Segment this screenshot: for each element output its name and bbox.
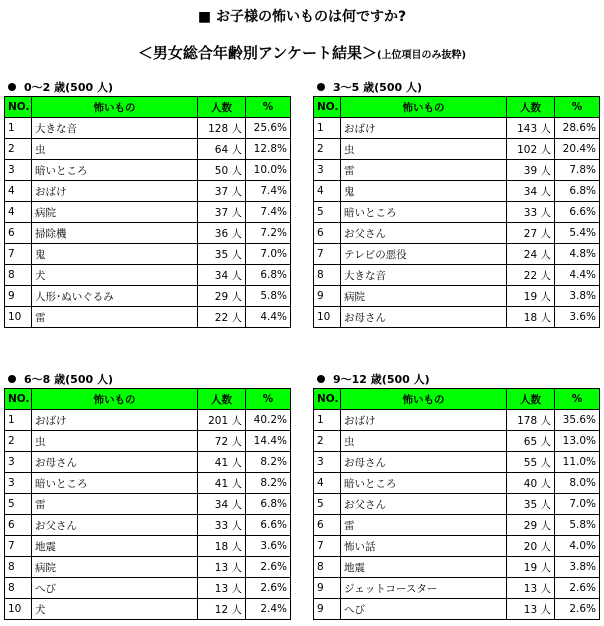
rank-cell: 7 xyxy=(5,244,32,265)
table-row xyxy=(314,265,600,286)
percent-cell: 3.8% xyxy=(555,557,600,578)
count-cell: 37 人 xyxy=(198,202,246,223)
percent-cell: 11.0% xyxy=(555,452,600,473)
count-cell: 22 人 xyxy=(507,265,555,286)
rank-cell: 2 xyxy=(314,139,341,160)
header-percent: % xyxy=(246,97,291,118)
item-cell: おばけ xyxy=(341,118,507,139)
table-header-row xyxy=(314,389,600,410)
percent-cell: 2.6% xyxy=(555,578,600,599)
group-label: 0～2 歳(500 人) xyxy=(24,81,113,94)
rank-cell: 4 xyxy=(5,202,32,223)
count-cell: 102 人 xyxy=(507,139,555,160)
item-cell: 人形･ぬいぐるみ xyxy=(32,286,198,307)
rank-cell: 9 xyxy=(314,286,341,307)
percent-cell: 3.8% xyxy=(555,286,600,307)
rank-cell: 3 xyxy=(5,452,32,473)
table-row xyxy=(5,557,291,578)
rank-cell: 7 xyxy=(314,244,341,265)
group-block xyxy=(4,79,290,328)
table-row xyxy=(314,202,600,223)
table-row xyxy=(314,139,600,160)
group-block xyxy=(313,79,599,328)
table-row xyxy=(5,494,291,515)
percent-cell: 7.8% xyxy=(555,160,600,181)
rank-cell: 10 xyxy=(314,307,341,328)
rank-cell: 3 xyxy=(5,473,32,494)
header-item: 怖いもの xyxy=(341,97,507,118)
percent-cell: 4.8% xyxy=(555,244,600,265)
item-cell: 怖い話 xyxy=(341,536,507,557)
percent-cell: 5.8% xyxy=(555,515,600,536)
table-row xyxy=(314,244,600,265)
group-heading xyxy=(4,79,290,96)
percent-cell: 28.6% xyxy=(555,118,600,139)
percent-cell: 4.4% xyxy=(555,265,600,286)
count-cell: 19 人 xyxy=(507,557,555,578)
group-label: 9～12 歳(500 人) xyxy=(333,373,430,386)
count-cell: 33 人 xyxy=(507,202,555,223)
header-count: 人数 xyxy=(198,97,246,118)
header-item: 怖いもの xyxy=(341,389,507,410)
count-cell: 20 人 xyxy=(507,536,555,557)
item-cell: おばけ xyxy=(32,181,198,202)
percent-cell: 7.0% xyxy=(246,244,291,265)
table-row xyxy=(5,578,291,599)
table-row xyxy=(314,431,600,452)
count-cell: 39 人 xyxy=(507,160,555,181)
table-row xyxy=(5,265,291,286)
bullet-icon xyxy=(317,83,325,91)
percent-cell: 7.4% xyxy=(246,202,291,223)
item-cell: お母さん xyxy=(341,452,507,473)
item-cell: 虫 xyxy=(32,431,198,452)
header-count: 人数 xyxy=(198,389,246,410)
item-cell: 掃除機 xyxy=(32,223,198,244)
group-label: 3～5 歳(500 人) xyxy=(333,81,422,94)
item-cell: お父さん xyxy=(341,494,507,515)
rank-cell: 6 xyxy=(5,515,32,536)
rank-cell: 10 xyxy=(5,307,32,328)
item-cell: 病院 xyxy=(32,202,198,223)
bullet-icon xyxy=(317,375,325,383)
table-row xyxy=(5,244,291,265)
item-cell: ジェットコースター xyxy=(341,578,507,599)
rank-cell: 4 xyxy=(314,473,341,494)
percent-cell: 40.2% xyxy=(246,410,291,431)
table-row xyxy=(314,223,600,244)
percent-cell: 7.0% xyxy=(555,494,600,515)
header-percent: % xyxy=(246,389,291,410)
group-label: 6～8 歳(500 人) xyxy=(24,373,113,386)
item-cell: おばけ xyxy=(32,410,198,431)
count-cell: 34 人 xyxy=(507,181,555,202)
count-cell: 36 人 xyxy=(198,223,246,244)
count-cell: 65 人 xyxy=(507,431,555,452)
item-cell: 大きな音 xyxy=(341,265,507,286)
group-heading xyxy=(313,79,599,96)
header-no: NO. xyxy=(314,389,341,410)
count-cell: 64 人 xyxy=(198,139,246,160)
table-row xyxy=(314,286,600,307)
count-cell: 13 人 xyxy=(198,557,246,578)
table-row xyxy=(314,160,600,181)
item-cell: 虫 xyxy=(341,139,507,160)
percent-cell: 3.6% xyxy=(246,536,291,557)
rank-cell: 9 xyxy=(314,599,341,620)
group-heading xyxy=(313,371,599,388)
table-row xyxy=(5,223,291,244)
table-header-row xyxy=(314,97,600,118)
header-no: NO. xyxy=(5,97,32,118)
header-percent: % xyxy=(555,97,600,118)
item-cell: 暗いところ xyxy=(341,473,507,494)
table-row xyxy=(5,181,291,202)
rank-cell: 7 xyxy=(314,536,341,557)
header-item: 怖いもの xyxy=(32,97,198,118)
count-cell: 40 人 xyxy=(507,473,555,494)
table-row xyxy=(314,181,600,202)
item-cell: お母さん xyxy=(32,452,198,473)
rank-cell: 6 xyxy=(5,223,32,244)
item-cell: へび xyxy=(32,578,198,599)
ranking-table xyxy=(313,388,600,620)
percent-cell: 13.0% xyxy=(555,431,600,452)
item-cell: 犬 xyxy=(32,599,198,620)
percent-cell: 5.8% xyxy=(246,286,291,307)
rank-cell: 5 xyxy=(314,202,341,223)
item-cell: 虫 xyxy=(32,139,198,160)
count-cell: 27 人 xyxy=(507,223,555,244)
rank-cell: 8 xyxy=(5,557,32,578)
percent-cell: 2.4% xyxy=(246,599,291,620)
percent-cell: 6.6% xyxy=(246,515,291,536)
count-cell: 13 人 xyxy=(198,578,246,599)
count-cell: 143 人 xyxy=(507,118,555,139)
rank-cell: 8 xyxy=(314,265,341,286)
item-cell: 地震 xyxy=(341,557,507,578)
header-percent: % xyxy=(555,389,600,410)
header-no: NO. xyxy=(314,97,341,118)
item-cell: 暗いところ xyxy=(32,473,198,494)
table-row xyxy=(5,431,291,452)
table-row xyxy=(5,515,291,536)
percent-cell: 6.8% xyxy=(246,265,291,286)
header-count: 人数 xyxy=(507,389,555,410)
table-row xyxy=(314,578,600,599)
item-cell: お父さん xyxy=(32,515,198,536)
table-row xyxy=(5,118,291,139)
table-row xyxy=(5,452,291,473)
percent-cell: 10.0% xyxy=(246,160,291,181)
percent-cell: 2.6% xyxy=(246,578,291,599)
rank-cell: 2 xyxy=(5,431,32,452)
percent-cell: 2.6% xyxy=(246,557,291,578)
count-cell: 13 人 xyxy=(507,578,555,599)
item-cell: 雷 xyxy=(32,494,198,515)
table-row xyxy=(314,494,600,515)
item-cell: お母さん xyxy=(341,307,507,328)
header-no: NO. xyxy=(5,389,32,410)
bullet-icon xyxy=(8,83,16,91)
percent-cell: 7.4% xyxy=(246,181,291,202)
table-row xyxy=(314,307,600,328)
rank-cell: 3 xyxy=(314,452,341,473)
subtitle-main: ＜男女総合年齢別アンケート結果＞ xyxy=(137,44,377,62)
count-cell: 34 人 xyxy=(198,494,246,515)
rank-cell: 2 xyxy=(5,139,32,160)
rank-cell: 9 xyxy=(5,286,32,307)
rank-cell: 1 xyxy=(314,118,341,139)
count-cell: 41 人 xyxy=(198,473,246,494)
table-row xyxy=(314,452,600,473)
percent-cell: 25.6% xyxy=(246,118,291,139)
rank-cell: 9 xyxy=(314,578,341,599)
item-cell: 鬼 xyxy=(341,181,507,202)
percent-cell: 2.6% xyxy=(555,599,600,620)
ranking-table xyxy=(4,388,291,620)
percent-cell: 3.6% xyxy=(555,307,600,328)
count-cell: 35 人 xyxy=(507,494,555,515)
header-count: 人数 xyxy=(507,97,555,118)
count-cell: 128 人 xyxy=(198,118,246,139)
rank-cell: 3 xyxy=(314,160,341,181)
item-cell: 犬 xyxy=(32,265,198,286)
percent-cell: 8.2% xyxy=(246,473,291,494)
rank-cell: 5 xyxy=(5,494,32,515)
count-cell: 178 人 xyxy=(507,410,555,431)
count-cell: 19 人 xyxy=(507,286,555,307)
table-row xyxy=(5,410,291,431)
count-cell: 12 人 xyxy=(198,599,246,620)
percent-cell: 14.4% xyxy=(246,431,291,452)
ranking-table xyxy=(4,96,291,328)
rank-cell: 3 xyxy=(5,160,32,181)
rank-cell: 1 xyxy=(314,410,341,431)
percent-cell: 6.8% xyxy=(246,494,291,515)
percent-cell: 6.6% xyxy=(555,202,600,223)
rank-cell: 4 xyxy=(5,181,32,202)
count-cell: 41 人 xyxy=(198,452,246,473)
count-cell: 29 人 xyxy=(507,515,555,536)
rank-cell: 2 xyxy=(314,431,341,452)
table-row xyxy=(314,557,600,578)
count-cell: 22 人 xyxy=(198,307,246,328)
count-cell: 33 人 xyxy=(198,515,246,536)
item-cell: 暗いところ xyxy=(341,202,507,223)
count-cell: 201 人 xyxy=(198,410,246,431)
group-block xyxy=(313,371,599,620)
percent-cell: 20.4% xyxy=(555,139,600,160)
count-cell: 13 人 xyxy=(507,599,555,620)
table-row xyxy=(5,536,291,557)
item-cell: 虫 xyxy=(341,431,507,452)
table-row xyxy=(5,599,291,620)
count-cell: 55 人 xyxy=(507,452,555,473)
count-cell: 18 人 xyxy=(507,307,555,328)
item-cell: 雷 xyxy=(341,160,507,181)
table-row xyxy=(5,286,291,307)
table-row xyxy=(314,515,600,536)
group-heading xyxy=(4,371,290,388)
item-cell: 鬼 xyxy=(32,244,198,265)
table-header-row xyxy=(5,389,291,410)
item-cell: 地震 xyxy=(32,536,198,557)
count-cell: 24 人 xyxy=(507,244,555,265)
item-cell: 雷 xyxy=(341,515,507,536)
item-cell: 雷 xyxy=(32,307,198,328)
item-cell: 病院 xyxy=(341,286,507,307)
bullet-icon xyxy=(8,375,16,383)
item-cell: おばけ xyxy=(341,410,507,431)
rank-cell: 4 xyxy=(314,181,341,202)
percent-cell: 35.6% xyxy=(555,410,600,431)
subtitle-note: (上位項目のみ抜粋) xyxy=(376,50,467,61)
percent-cell: 7.2% xyxy=(246,223,291,244)
count-cell: 50 人 xyxy=(198,160,246,181)
count-cell: 29 人 xyxy=(198,286,246,307)
rank-cell: 6 xyxy=(314,223,341,244)
table-row xyxy=(5,307,291,328)
percent-cell: 12.8% xyxy=(246,139,291,160)
item-cell: へび xyxy=(341,599,507,620)
count-cell: 35 人 xyxy=(198,244,246,265)
count-cell: 34 人 xyxy=(198,265,246,286)
count-cell: 37 人 xyxy=(198,181,246,202)
percent-cell: 4.0% xyxy=(555,536,600,557)
rank-cell: 1 xyxy=(5,118,32,139)
count-cell: 18 人 xyxy=(198,536,246,557)
header-item: 怖いもの xyxy=(32,389,198,410)
table-row xyxy=(5,202,291,223)
percent-cell: 6.8% xyxy=(555,181,600,202)
rank-cell: 7 xyxy=(5,536,32,557)
table-row xyxy=(314,410,600,431)
item-cell: お父さん xyxy=(341,223,507,244)
survey-subtitle xyxy=(0,42,604,63)
table-row xyxy=(314,473,600,494)
page-title: ■ お子様の怖いものは何ですか? xyxy=(197,9,407,25)
percent-cell: 5.4% xyxy=(555,223,600,244)
table-row xyxy=(5,160,291,181)
table-row xyxy=(314,536,600,557)
count-cell: 72 人 xyxy=(198,431,246,452)
rank-cell: 1 xyxy=(5,410,32,431)
item-cell: 病院 xyxy=(32,557,198,578)
table-row xyxy=(5,139,291,160)
group-block xyxy=(4,371,290,620)
ranking-table xyxy=(313,96,600,328)
rank-cell: 8 xyxy=(5,265,32,286)
table-row xyxy=(314,118,600,139)
table-row xyxy=(314,599,600,620)
percent-cell: 8.0% xyxy=(555,473,600,494)
item-cell: 大きな音 xyxy=(32,118,198,139)
item-cell: 暗いところ xyxy=(32,160,198,181)
percent-cell: 4.4% xyxy=(246,307,291,328)
rank-cell: 5 xyxy=(314,494,341,515)
rank-cell: 8 xyxy=(314,557,341,578)
percent-cell: 8.2% xyxy=(246,452,291,473)
rank-cell: 8 xyxy=(5,578,32,599)
table-header-row xyxy=(5,97,291,118)
table-row xyxy=(5,473,291,494)
rank-cell: 10 xyxy=(5,599,32,620)
rank-cell: 6 xyxy=(314,515,341,536)
item-cell: テレビの悪役 xyxy=(341,244,507,265)
